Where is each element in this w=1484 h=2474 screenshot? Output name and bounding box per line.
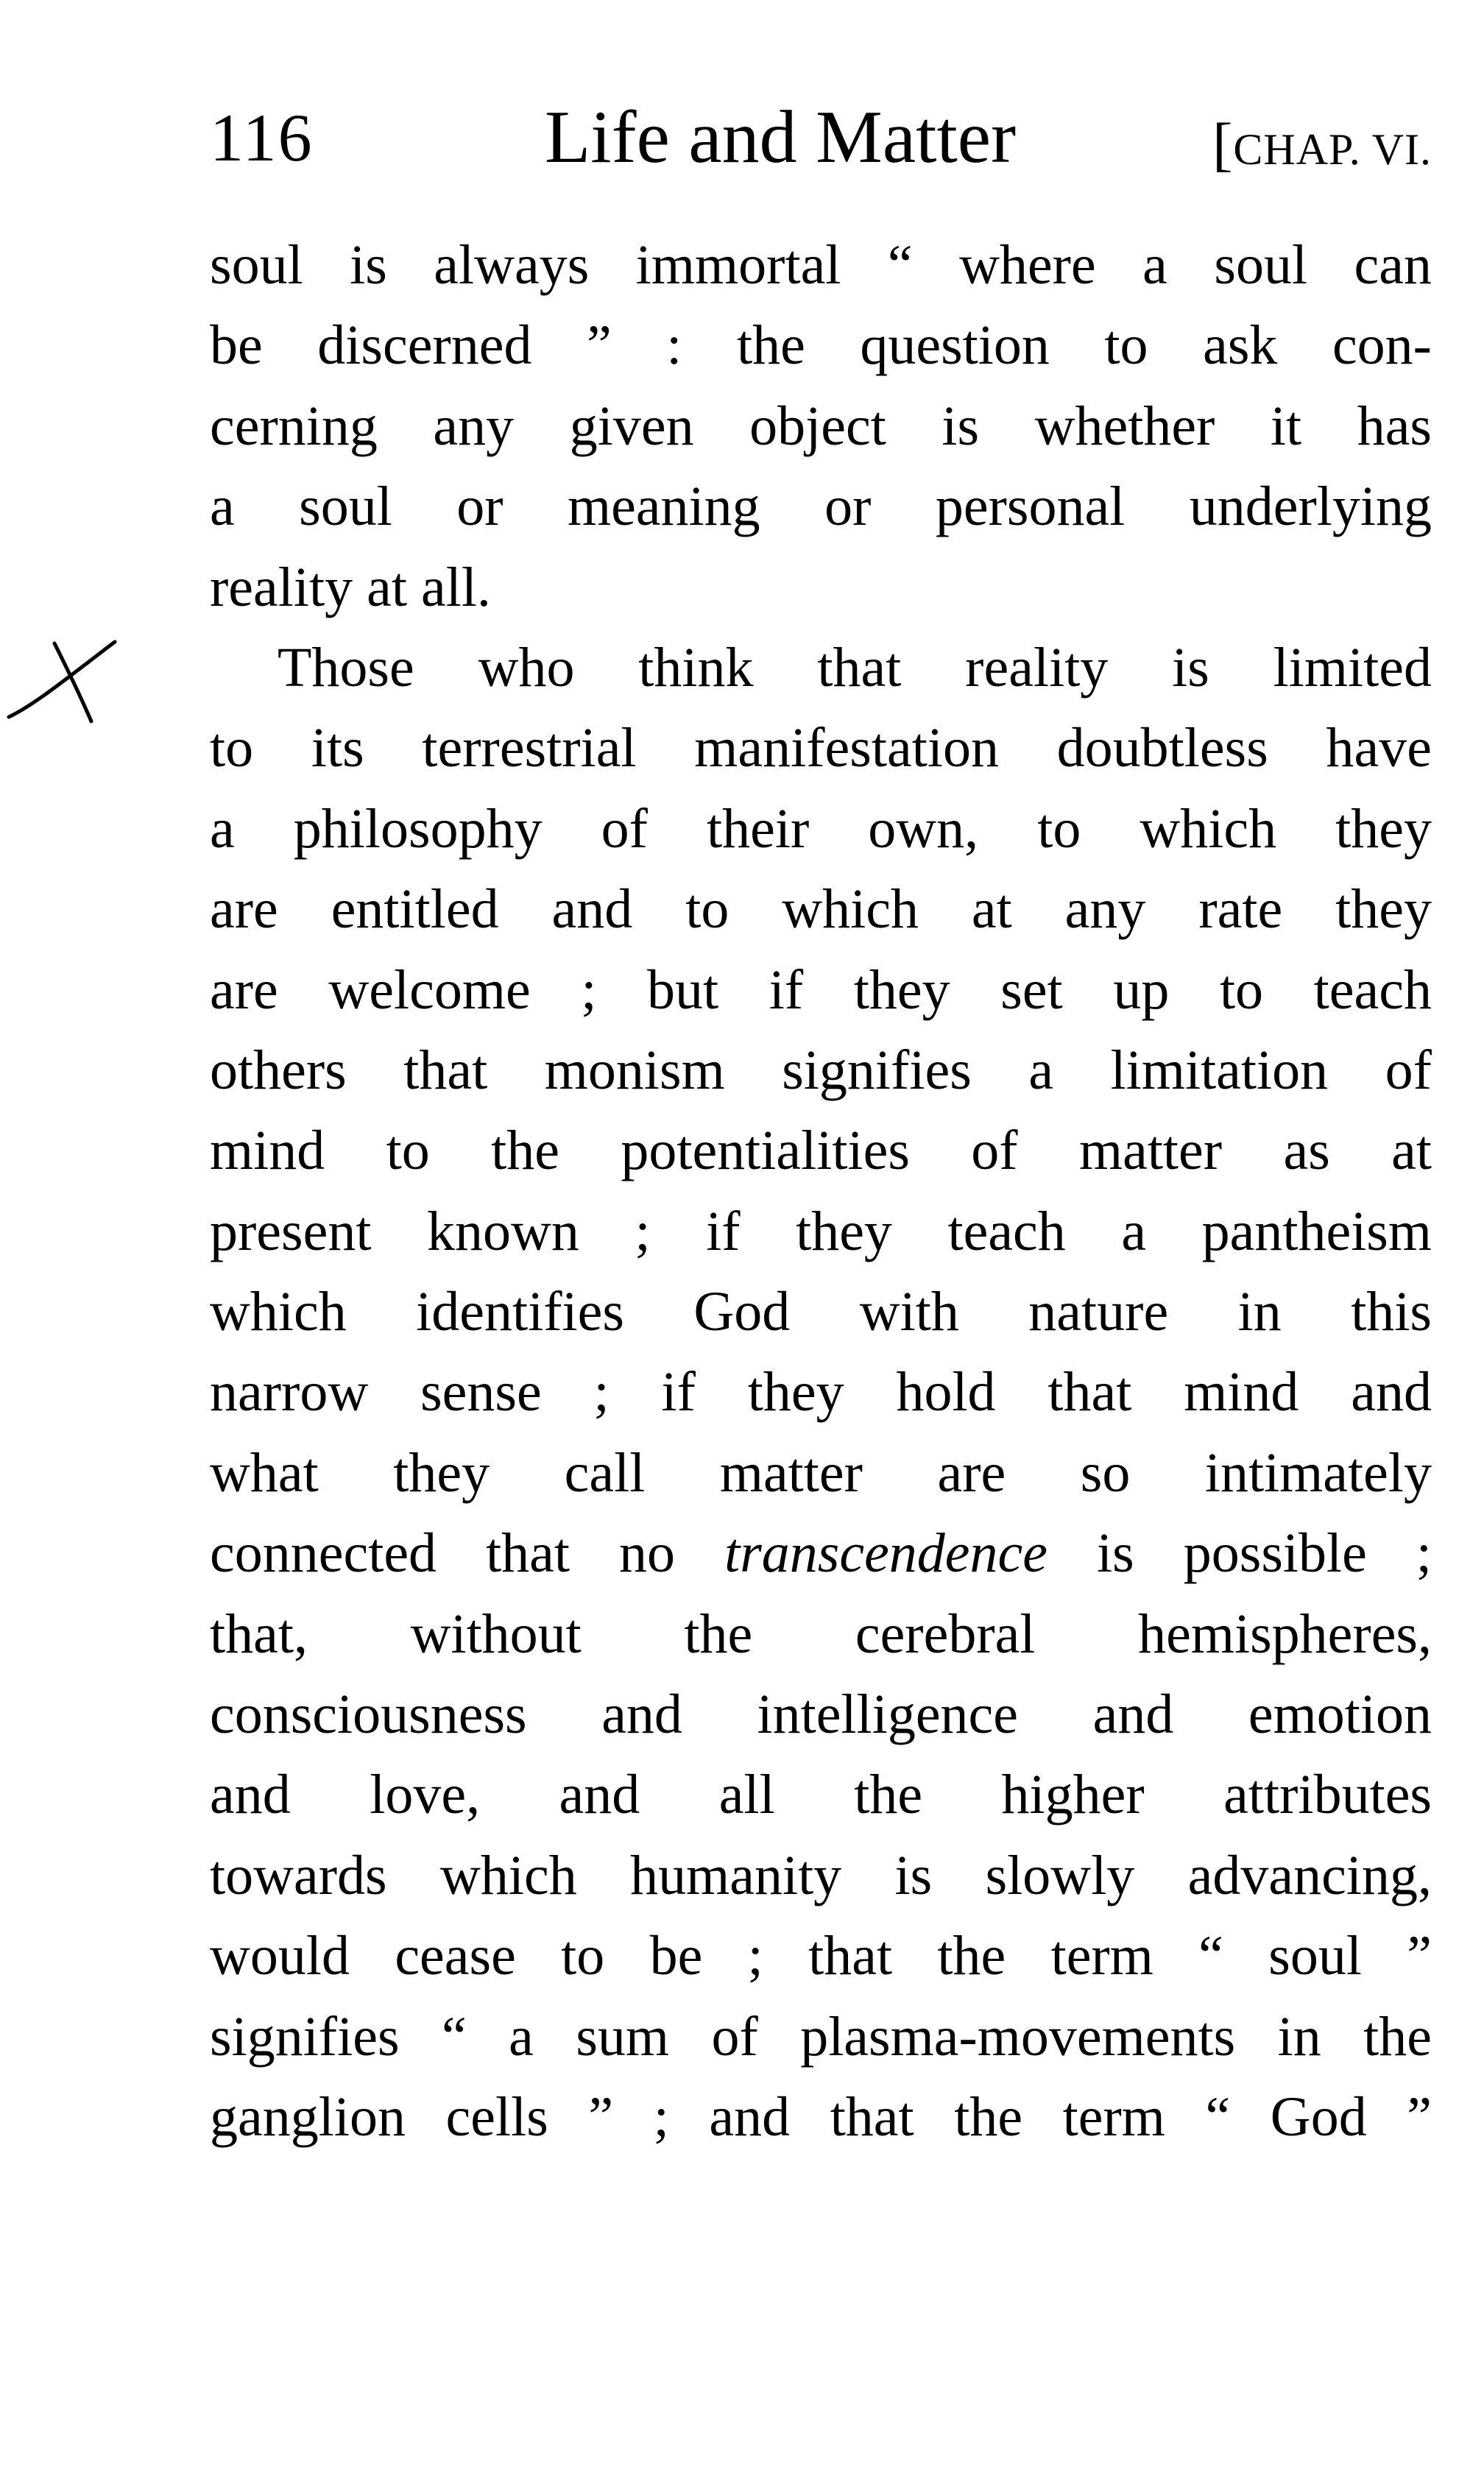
text-line: that, without the cerebral hemispheres, [210,1602,1432,1665]
page-number: 116 [210,100,314,175]
text-line: cerning any given object is whether it has [210,395,1432,457]
text-line: and love, and all the higher attributes [210,1764,1432,1826]
text-line: soul is always immortal “ where a soul can [210,234,1432,296]
italic-term: transcendence [724,1522,1048,1585]
text-line: ganglion cells ” ; and that the term “ God ” [210,2085,1432,2148]
text-line: towards which humanity is slowly advancing, [210,1844,1432,1906]
text-line: a philosophy of their own, to which they [210,797,1432,860]
text-line: to its terrestrial manifestation doubtless have [210,717,1432,780]
body-text [210,225,1432,2157]
chapter-reference [1212,107,1432,186]
text-line: are welcome ; but if they set up to teach [210,958,1432,1021]
text-line: mind to the potentialities of matter as at [210,1120,1432,1182]
text-segment: is possible ; [1047,1522,1432,1585]
text-line: what they call matter are so intimately [210,1441,1432,1504]
chapter-bracket: [ [1212,110,1234,177]
chapter-label: CHAP. VI. [1233,125,1432,174]
text-line: a soul or meaning or personal underlying [210,476,1432,538]
text-line: are entitled and to which at any rate they [210,878,1432,941]
paragraph-first-line: Those who think that reality is limited [278,636,1432,699]
text-segment: connected that no [210,1522,725,1585]
handwritten-x-mark-icon [4,635,122,730]
text-line: present known ; if they teach a pantheism [210,1200,1432,1262]
running-head [210,97,1432,178]
text-line: signifies “ a sum of plasma-movements in the [210,2005,1432,2068]
text-line-with-italic [210,1513,1432,1594]
text-line: would cease to be ; that the term “ soul ” [210,1925,1432,1987]
running-title: Life and Matter [545,96,1017,179]
text-line: which identifies God with nature in this [210,1281,1432,1343]
text-line: be discerned ” : the question to ask con- [210,314,1432,377]
text-line: narrow sense ; if they hold that mind and [210,1361,1432,1424]
text-line: consciousness and intelligence and emotion [210,1683,1432,1746]
text-line: others that monism signifies a limitation of [210,1039,1432,1101]
paragraph-end-line: reality at all. [210,556,491,618]
